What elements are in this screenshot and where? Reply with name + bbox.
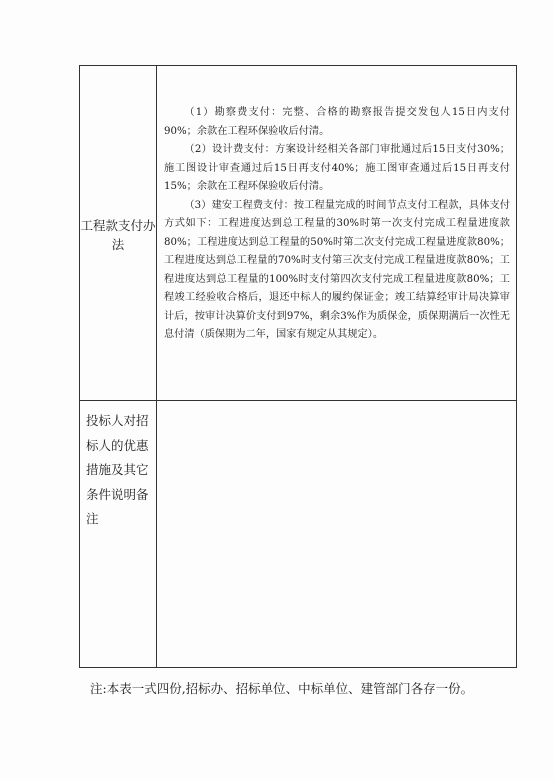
row-divider [80,400,516,401]
construction-fee-paragraph: （3）建安工程费支付：按工程量完成的时间节点支付工程款，具体支付方式如下：工程进度达到总工程量的30%时第一次支付完成工程量进度款80%；工程进度达到总工程量的50%时第二次支付完成工程量进度款80%；工程进度达到总工程量的70%时支付第三次支付完成工程量进度款80%；工程进度达到总工程量的100%时支付第四次支付完成工程量进度款80%；工程竣工经验收合格后，退还中标人的履约保证金；竣工结算经审计局决算审计后，按审计决算价支付到97%，剩余3%作为质保金，质保期满后一次性无息付清（质保期为二年，国家有规定从其规定）。 [164,199,510,340]
payment-terms-cell [164,104,510,345]
payment-table [79,65,517,668]
survey-fee-paragraph: （1）勘察费支付：完整、合格的勘察报告提交发包人15日内支付90%；余款在工程环保验收后付清。 [164,107,510,137]
remarks-label: 投标人对招标人的优惠措施及其它条件说明备注 [86,413,149,526]
footnote: 注:本表一式四份,招标办、招标单位、中标单位、建管部门各存一份。 [90,681,474,696]
payment-method-label: 工程款支付办法 [80,218,156,252]
column-divider [156,66,157,667]
design-fee-paragraph: （2）设计费支付：方案设计经相关各部门审批通过后15日支付30%；施工图设计审查通过后15日再支付40%；施工图审查通过后15日再支付15%；余款在工程环保验收后付清。 [164,144,510,192]
